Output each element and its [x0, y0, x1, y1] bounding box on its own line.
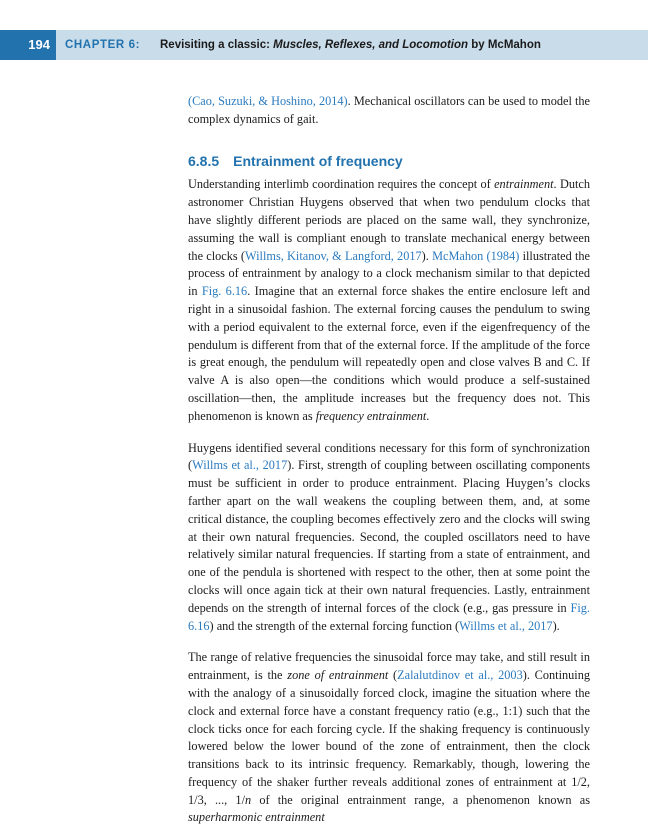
citation-link[interactable]: McMahon (1984) [432, 248, 520, 263]
figure-link[interactable]: Fig. 6.16 [188, 600, 590, 633]
section-title: Entrainment of frequency [233, 152, 403, 169]
intro-paragraph [188, 93, 590, 129]
running-title-book: Muscles, Reflexes, and Locomotion [273, 39, 469, 51]
running-title [160, 30, 541, 60]
running-title-suffix: by McMahon [468, 39, 541, 51]
text-run: ) and the strength of the external forcing function ( [209, 618, 460, 633]
text-run: ( [388, 668, 398, 683]
italic-term: frequency entrainment [315, 408, 427, 423]
text-run: The range of relative frequencies the sinusoidal force may take, and still result in entrainment, is the [188, 650, 590, 683]
body-text [188, 93, 590, 827]
page-number: 194 [0, 30, 56, 60]
citation-link[interactable]: Willms, Kitanov, & Langford, 2017 [245, 248, 422, 263]
section-number: 6.8.5 [188, 152, 220, 169]
text-run: . Dutch astronomer Christian Huygens observed that when two pendulum clocks that have slightly different periods are placed on the same wall, they synchronize, assuming the wall is compliant enough to translate mechanical energy between the clocks ( [188, 177, 590, 263]
citation-link[interactable]: Zalalutdinov et al., 2003 [397, 668, 523, 683]
running-title-prefix: Revisiting a classic: [160, 39, 274, 51]
text-run: Understanding interlimb coordination requires the concept of [188, 177, 495, 192]
text-run: . Imagine that an external force shakes the entire enclosure left and right in a sinusoidal fashion. The external forcing causes the pendulum to swing with a period equivalent to the external force, even if the eigenfrequency of the pendulum is different from that of the external force. If the amplitude of the force is great enough, the pendulum will repeatedly open and close valves B and C. If valve A is also open—the conditions which would produce a self-sustained oscillation—then, the amplitude increases but the frequency does not. This phenomenon is known as [188, 284, 591, 423]
text-run: illustrated the process of entrainment by analogy to a clock mechanism similar to that depicted in [188, 248, 591, 299]
italic-term: entrainment [494, 177, 554, 192]
italic-term: zone of entrainment [287, 668, 389, 683]
italic-term: n [245, 792, 252, 807]
text-run: of the original entrainment range, a phenomenon known as [251, 792, 590, 807]
text-run: ). Continuing with the analogy of a sinusoidally forced clock, imagine the situation where the clock and external force have a constant frequency ratio (e.g., 1:1) such that the clock ticks once for each forcing cycle. If the shaking frequency is continuously lowered below the lower bound of the zone of entrainment, then the clock transitions back to its intrinsic frequency. Remarkably, though, lowering the frequency of the shaker further reveals additional zones of entrainment at 1/2, 1/3, ..., 1/ [188, 668, 590, 807]
text-run: ). First, strength of coupling between oscillating components must be sufficient in order to produce entrainment. Placing Huygen’s clocks farther apart on the wall weakens the coupling between them, and, at some critical distance, the coupling becomes effectively zero and the clocks will swing at their own natural frequencies. Second, the coupled oscillators need to have relatively similar natural frequencies. If starting from a state of entrainment, and one of the pendula is shortened with respect to the other, then at some point the clocks will once again tick at their own natural frequencies. Lastly, entrainment depends on the strength of internal forces of the clock (e.g., gas pressure in [188, 458, 590, 615]
paragraph-2 [188, 440, 590, 636]
citation-link[interactable]: Willms et al., 2017 [459, 618, 553, 633]
text-run: . [426, 408, 430, 423]
paragraph-1 [188, 176, 590, 425]
chapter-label: CHAPTER 6: [65, 39, 141, 51]
italic-term: superharmonic entrainment [188, 810, 325, 825]
citation-link[interactable]: (Cao, Suzuki, & Hoshino, 2014) [188, 94, 348, 108]
running-header [0, 30, 648, 60]
paragraph-3 [188, 649, 590, 827]
text-run: ). [552, 618, 560, 633]
text-run: . Mechanical oscillators can be used to model the complex dynamics of gait. [188, 94, 590, 126]
text-run: Huygens identified several conditions necessary for this form of synchronization ( [188, 440, 590, 473]
text-run: ). [421, 248, 433, 263]
section-heading [188, 153, 590, 171]
figure-link[interactable]: Fig. 6.16 [201, 284, 248, 299]
citation-link[interactable]: Willms et al., 2017 [192, 458, 288, 473]
